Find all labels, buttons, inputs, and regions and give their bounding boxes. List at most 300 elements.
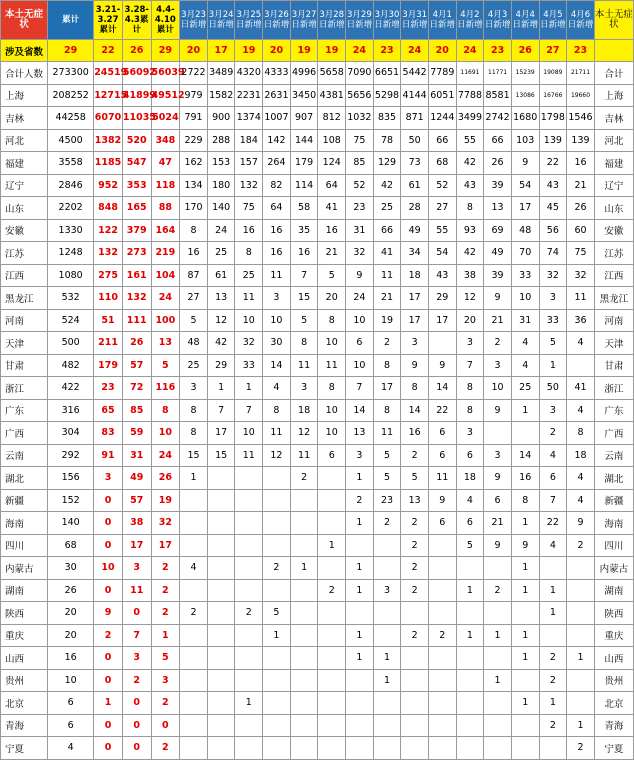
daily-cell <box>401 692 429 715</box>
daily-cell: 10 <box>484 377 512 400</box>
region-name-right: 吉林 <box>594 107 633 130</box>
daily-cell: 1 <box>346 512 374 535</box>
daily-cell: 6 <box>539 467 567 490</box>
region-name-right: 黑龙江 <box>594 287 633 310</box>
region-name: 上海 <box>1 84 48 107</box>
daily-cell <box>511 737 539 760</box>
table-row <box>1 624 634 647</box>
daily-cell <box>207 602 235 625</box>
daily-cell: 13 <box>207 287 235 310</box>
daily-cell <box>456 602 484 625</box>
daily-cell: 14 <box>428 377 456 400</box>
range-cell: 19 <box>151 489 180 512</box>
region-name: 吉林 <box>1 107 48 130</box>
daily-cell: 16 <box>567 152 595 175</box>
daily-cell: 26 <box>567 197 595 220</box>
daily-cell: 10 <box>235 309 263 332</box>
range-cell: 273 <box>122 242 151 265</box>
daily-cell: 21 <box>567 174 595 197</box>
daily-cell <box>428 647 456 670</box>
daily-cell: 75 <box>235 197 263 220</box>
daily-cell: 32 <box>567 264 595 287</box>
daily-cell: 17 <box>511 197 539 220</box>
region-name-right: 宁夏 <box>594 737 633 760</box>
region-name: 安徽 <box>1 219 48 242</box>
daily-cell <box>290 647 318 670</box>
region-name-right: 湖北 <box>594 467 633 490</box>
total-cell: 140 <box>48 512 94 535</box>
daily-cell: 2 <box>401 512 429 535</box>
daily-cell <box>235 624 263 647</box>
header-range: 3.28-4.3累计 <box>122 1 151 40</box>
provinces-end-cell <box>594 40 633 62</box>
region-name-right: 上海 <box>594 84 633 107</box>
daily-cell: 9 <box>511 534 539 557</box>
daily-cell: 11 <box>373 422 401 445</box>
daily-cell: 15239 <box>511 62 539 85</box>
daily-cell <box>567 557 595 580</box>
range-cell: 6070 <box>94 107 123 130</box>
daily-cell: 8 <box>290 332 318 355</box>
daily-cell: 139 <box>567 129 595 152</box>
daily-cell: 6051 <box>428 84 456 107</box>
daily-cell: 8 <box>318 309 346 332</box>
total-cell: 1248 <box>48 242 94 265</box>
daily-cell: 21 <box>373 287 401 310</box>
daily-cell: 10 <box>318 422 346 445</box>
region-name-right: 福建 <box>594 152 633 175</box>
daily-cell: 139 <box>539 129 567 152</box>
range-cell: 2 <box>151 602 180 625</box>
daily-cell: 10 <box>346 309 374 332</box>
daily-cell: 32 <box>539 264 567 287</box>
provinces-count-cell: 27 <box>539 40 567 62</box>
range-cell: 219 <box>151 242 180 265</box>
daily-cell: 2 <box>373 332 401 355</box>
daily-cell: 9 <box>484 287 512 310</box>
daily-cell: 27 <box>180 287 208 310</box>
daily-cell <box>318 669 346 692</box>
daily-cell: 5442 <box>401 62 429 85</box>
daily-cell: 1798 <box>539 107 567 130</box>
daily-cell: 48 <box>180 332 208 355</box>
daily-cell: 2722 <box>180 62 208 85</box>
daily-cell: 3489 <box>207 62 235 85</box>
range-cell: 179 <box>94 354 123 377</box>
provinces-label: 涉及省数 <box>1 40 48 62</box>
daily-cell: 11 <box>318 354 346 377</box>
range-cell: 211 <box>94 332 123 355</box>
daily-cell <box>428 602 456 625</box>
daily-cell <box>318 467 346 490</box>
daily-cell: 64 <box>318 174 346 197</box>
daily-cell <box>318 489 346 512</box>
daily-cell <box>373 624 401 647</box>
daily-cell: 8 <box>180 399 208 422</box>
daily-cell: 36 <box>567 309 595 332</box>
daily-cell: 1 <box>235 692 263 715</box>
daily-cell: 33 <box>235 354 263 377</box>
daily-cell: 10 <box>346 354 374 377</box>
daily-cell: 2 <box>373 512 401 535</box>
daily-cell: 1 <box>511 399 539 422</box>
region-name: 广西 <box>1 422 48 445</box>
daily-cell <box>263 692 291 715</box>
range-cell: 83 <box>94 422 123 445</box>
total-cell: 6 <box>48 692 94 715</box>
daily-cell <box>263 737 291 760</box>
daily-cell: 4144 <box>401 84 429 107</box>
region-name: 山西 <box>1 647 48 670</box>
table-row <box>1 332 634 355</box>
table-row <box>1 534 634 557</box>
daily-cell: 3450 <box>290 84 318 107</box>
header-day: 4月2日新增 <box>456 1 484 40</box>
table-row <box>1 197 634 220</box>
daily-cell <box>235 467 263 490</box>
daily-cell: 1 <box>539 354 567 377</box>
daily-cell: 24 <box>207 219 235 242</box>
daily-cell: 1 <box>511 624 539 647</box>
daily-cell: 2 <box>539 647 567 670</box>
daily-cell <box>428 692 456 715</box>
provinces-count-cell: 19 <box>318 40 346 62</box>
daily-cell: 21 <box>484 512 512 535</box>
daily-cell <box>263 714 291 737</box>
daily-cell: 14 <box>263 354 291 377</box>
region-name: 青海 <box>1 714 48 737</box>
daily-cell <box>401 737 429 760</box>
total-cell: 6 <box>48 714 94 737</box>
range-cell: 132 <box>122 287 151 310</box>
daily-cell: 39 <box>484 264 512 287</box>
region-name: 新疆 <box>1 489 48 512</box>
daily-cell: 11 <box>263 264 291 287</box>
daily-cell: 2 <box>539 422 567 445</box>
region-name-right: 湖南 <box>594 579 633 602</box>
daily-cell: 66 <box>484 129 512 152</box>
table-row <box>1 107 634 130</box>
daily-cell: 85 <box>346 152 374 175</box>
daily-cell: 1 <box>539 579 567 602</box>
range-cell: 2 <box>94 624 123 647</box>
table-row <box>1 287 634 310</box>
daily-cell: 8 <box>263 399 291 422</box>
range-cell: 1185 <box>94 152 123 175</box>
range-cell: 520 <box>122 129 151 152</box>
daily-cell <box>207 737 235 760</box>
daily-cell <box>456 647 484 670</box>
daily-cell: 9 <box>428 489 456 512</box>
daily-cell <box>180 534 208 557</box>
daily-cell: 7 <box>235 399 263 422</box>
daily-cell: 68 <box>428 152 456 175</box>
daily-cell: 1 <box>567 647 595 670</box>
table-row <box>1 602 634 625</box>
daily-cell: 16 <box>318 219 346 242</box>
daily-cell: 2 <box>401 534 429 557</box>
daily-cell: 16 <box>235 219 263 242</box>
region-name-right: 天津 <box>594 332 633 355</box>
range-cell: 56039 <box>151 62 180 85</box>
daily-cell <box>318 557 346 580</box>
daily-cell <box>484 647 512 670</box>
header-day: 3月27日新增 <box>290 1 318 40</box>
range-cell: 9 <box>94 602 123 625</box>
daily-cell: 7 <box>456 354 484 377</box>
daily-cell: 38 <box>456 264 484 287</box>
daily-cell <box>373 692 401 715</box>
daily-cell: 5658 <box>318 62 346 85</box>
daily-cell: 12 <box>263 444 291 467</box>
header-day: 3月23日新增 <box>180 1 208 40</box>
daily-cell: 3 <box>456 422 484 445</box>
daily-cell: 2 <box>401 444 429 467</box>
daily-cell: 179 <box>290 152 318 175</box>
range-cell: 100 <box>151 309 180 332</box>
daily-cell: 1 <box>318 534 346 557</box>
region-name: 河北 <box>1 129 48 152</box>
daily-cell: 22 <box>539 152 567 175</box>
daily-cell: 15 <box>290 287 318 310</box>
range-cell: 24 <box>151 444 180 467</box>
daily-cell <box>235 534 263 557</box>
daily-cell: 35 <box>290 219 318 242</box>
daily-cell: 11 <box>567 287 595 310</box>
total-cell: 1080 <box>48 264 94 287</box>
range-cell: 118 <box>151 174 180 197</box>
daily-cell: 1007 <box>263 107 291 130</box>
daily-cell: 6 <box>484 489 512 512</box>
daily-cell: 2 <box>401 557 429 580</box>
total-cell: 4 <box>48 737 94 760</box>
daily-cell: 66 <box>373 219 401 242</box>
daily-cell: 14 <box>401 399 429 422</box>
range-cell: 1 <box>94 692 123 715</box>
daily-cell: 12 <box>290 422 318 445</box>
total-cell: 152 <box>48 489 94 512</box>
daily-cell: 11 <box>373 264 401 287</box>
daily-cell: 11 <box>235 444 263 467</box>
range-cell: 5024 <box>151 107 180 130</box>
range-cell: 57 <box>122 354 151 377</box>
daily-cell <box>290 737 318 760</box>
provinces-count-cell: 29 <box>48 40 94 62</box>
daily-cell: 10 <box>263 309 291 332</box>
daily-cell <box>456 669 484 692</box>
daily-cell <box>235 512 263 535</box>
daily-cell: 21 <box>484 309 512 332</box>
daily-cell: 50 <box>539 377 567 400</box>
daily-cell: 3 <box>484 444 512 467</box>
daily-cell <box>263 669 291 692</box>
daily-cell <box>484 692 512 715</box>
region-name: 天津 <box>1 332 48 355</box>
daily-cell <box>180 714 208 737</box>
range-cell: 0 <box>122 692 151 715</box>
daily-cell: 1 <box>235 377 263 400</box>
daily-cell: 16 <box>263 219 291 242</box>
region-name: 湖北 <box>1 467 48 490</box>
daily-cell: 56 <box>539 219 567 242</box>
daily-cell: 7 <box>539 489 567 512</box>
daily-cell: 2 <box>401 624 429 647</box>
daily-cell: 17 <box>373 377 401 400</box>
daily-cell: 1680 <box>511 107 539 130</box>
daily-cell: 30 <box>263 332 291 355</box>
region-name-right: 辽宁 <box>594 174 633 197</box>
daily-cell: 13 <box>484 197 512 220</box>
daily-cell: 4 <box>539 534 567 557</box>
daily-cell: 2631 <box>263 84 291 107</box>
daily-cell: 184 <box>235 129 263 152</box>
daily-cell <box>456 557 484 580</box>
daily-cell: 42 <box>456 242 484 265</box>
daily-cell <box>180 669 208 692</box>
daily-cell: 2 <box>567 534 595 557</box>
daily-cell: 1 <box>567 714 595 737</box>
daily-cell: 17 <box>207 422 235 445</box>
range-cell: 56092 <box>122 62 151 85</box>
daily-cell <box>290 602 318 625</box>
daily-cell: 54 <box>428 242 456 265</box>
daily-cell: 5 <box>180 309 208 332</box>
total-cell: 316 <box>48 399 94 422</box>
table-row <box>1 242 634 265</box>
daily-cell: 7 <box>290 264 318 287</box>
range-cell: 8 <box>151 399 180 422</box>
region-name-right: 北京 <box>594 692 633 715</box>
total-cell: 16 <box>48 647 94 670</box>
daily-cell: 1 <box>346 624 374 647</box>
daily-cell: 1 <box>180 467 208 490</box>
provinces-count-cell: 19 <box>290 40 318 62</box>
daily-cell: 144 <box>290 129 318 152</box>
daily-cell: 5 <box>456 534 484 557</box>
region-name: 福建 <box>1 152 48 175</box>
daily-cell <box>511 602 539 625</box>
daily-cell: 3 <box>180 377 208 400</box>
daily-cell: 34 <box>401 242 429 265</box>
table-row <box>1 129 634 152</box>
daily-cell: 7 <box>207 399 235 422</box>
daily-cell <box>263 467 291 490</box>
header-last: 本土无症状 <box>594 1 633 40</box>
range-cell: 164 <box>151 219 180 242</box>
daily-cell: 2 <box>484 579 512 602</box>
table-row <box>1 399 634 422</box>
daily-cell: 23 <box>346 197 374 220</box>
total-cell: 20 <box>48 602 94 625</box>
range-cell: 57 <box>122 489 151 512</box>
daily-cell <box>373 557 401 580</box>
daily-cell: 16 <box>511 467 539 490</box>
daily-cell <box>290 489 318 512</box>
header-row <box>1 1 634 40</box>
provinces-count-cell: 17 <box>207 40 235 62</box>
daily-cell: 6 <box>428 422 456 445</box>
daily-cell: 42 <box>456 152 484 175</box>
header-day: 3月25日新增 <box>235 1 263 40</box>
daily-cell: 4 <box>263 377 291 400</box>
region-name-right: 合计 <box>594 62 633 85</box>
region-name: 海南 <box>1 512 48 535</box>
daily-cell: 1 <box>207 377 235 400</box>
daily-cell <box>235 669 263 692</box>
daily-cell: 20 <box>318 287 346 310</box>
daily-cell: 5 <box>318 264 346 287</box>
daily-cell: 42 <box>373 174 401 197</box>
daily-cell: 7090 <box>346 62 374 85</box>
header-day: 4月3日新增 <box>484 1 512 40</box>
total-cell: 26 <box>48 579 94 602</box>
range-cell: 0 <box>94 512 123 535</box>
daily-cell: 153 <box>207 152 235 175</box>
daily-cell: 170 <box>180 197 208 220</box>
header-day: 3月31日新增 <box>401 1 429 40</box>
daily-cell <box>484 422 512 445</box>
total-cell: 532 <box>48 287 94 310</box>
daily-cell <box>235 714 263 737</box>
daily-cell: 5 <box>373 444 401 467</box>
daily-cell: 6 <box>428 512 456 535</box>
daily-cell: 54 <box>511 174 539 197</box>
daily-cell: 1032 <box>346 107 374 130</box>
range-cell: 26 <box>151 467 180 490</box>
daily-cell: 25 <box>180 354 208 377</box>
daily-cell: 5656 <box>346 84 374 107</box>
daily-cell: 1374 <box>235 107 263 130</box>
region-name-right: 山东 <box>594 197 633 220</box>
daily-cell: 1 <box>511 579 539 602</box>
daily-cell <box>511 714 539 737</box>
daily-cell <box>567 354 595 377</box>
header-day: 3月29日新增 <box>346 1 374 40</box>
daily-cell: 28 <box>401 197 429 220</box>
daily-cell <box>290 534 318 557</box>
daily-cell: 32 <box>346 242 374 265</box>
daily-cell: 87 <box>180 264 208 287</box>
range-cell: 348 <box>151 129 180 152</box>
daily-cell: 11691 <box>456 62 484 85</box>
total-cell: 68 <box>48 534 94 557</box>
daily-cell <box>290 692 318 715</box>
daily-cell: 11 <box>235 287 263 310</box>
range-cell: 23 <box>94 377 123 400</box>
daily-cell <box>290 579 318 602</box>
range-cell: 0 <box>94 737 123 760</box>
daily-cell: 4 <box>567 399 595 422</box>
daily-cell: 27 <box>428 197 456 220</box>
daily-cell: 25 <box>511 377 539 400</box>
daily-cell <box>180 489 208 512</box>
range-cell: 5 <box>151 647 180 670</box>
daily-cell: 14 <box>346 399 374 422</box>
daily-cell: 2742 <box>484 107 512 130</box>
range-cell: 59 <box>122 422 151 445</box>
total-cell: 10 <box>48 669 94 692</box>
daily-cell: 1 <box>511 557 539 580</box>
daily-cell: 4 <box>567 332 595 355</box>
daily-cell: 5298 <box>373 84 401 107</box>
daily-cell <box>207 692 235 715</box>
range-cell: 49 <box>122 467 151 490</box>
daily-cell: 16 <box>263 242 291 265</box>
region-name-right: 重庆 <box>594 624 633 647</box>
range-cell: 0 <box>94 669 123 692</box>
table-row <box>1 714 634 737</box>
daily-cell <box>567 624 595 647</box>
